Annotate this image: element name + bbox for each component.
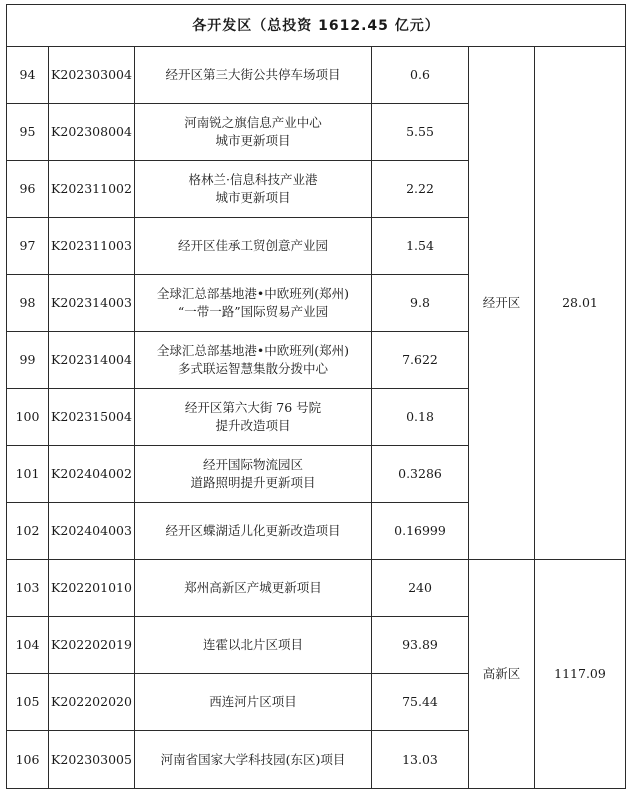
project-name-line: 多式联运智慧集散分拨中心 [177, 361, 328, 376]
project-name-line: 城市更新项目 [215, 190, 291, 205]
investment-amount-cell: 0.18 [372, 389, 469, 446]
investment-amount-cell: 0.3286 [372, 446, 469, 503]
project-name-cell [135, 218, 372, 275]
row-number-cell: 96 [7, 161, 49, 218]
district-cell: 经开区 [469, 47, 535, 560]
row-number-cell: 95 [7, 104, 49, 161]
row-number-cell: 100 [7, 389, 49, 446]
project-name-line: 经开区第三大街公共停车场项目 [165, 67, 341, 82]
project-name-cell [135, 275, 372, 332]
project-code-cell: K202315004 [49, 389, 135, 446]
row-number-cell: 106 [7, 731, 49, 789]
investment-amount-cell: 7.622 [372, 332, 469, 389]
row-number-cell: 98 [7, 275, 49, 332]
project-name-cell [135, 503, 372, 560]
district-cell: 高新区 [469, 560, 535, 789]
investment-amount-cell: 93.89 [372, 617, 469, 674]
project-name-line: 连霍以北片区项目 [202, 637, 303, 652]
district-total-cell: 1117.09 [535, 560, 626, 789]
project-name-cell [135, 104, 372, 161]
investment-amount-cell: 240 [372, 560, 469, 617]
project-code-cell: K202201010 [49, 560, 135, 617]
project-code-cell: K202303004 [49, 47, 135, 104]
row-number-cell: 99 [7, 332, 49, 389]
project-name-line: 经开国际物流园区 [202, 457, 303, 472]
project-name-line: 郑州高新区产城更新项目 [184, 580, 322, 595]
investment-amount-cell: 9.8 [372, 275, 469, 332]
project-name-line: 提升改造项目 [215, 418, 291, 433]
table-title: 各开发区（总投资 1612.45 亿元） [7, 5, 626, 47]
investment-amount-cell: 2.22 [372, 161, 469, 218]
investment-amount-cell: 0.6 [372, 47, 469, 104]
row-number-cell: 97 [7, 218, 49, 275]
district-total-cell: 28.01 [535, 47, 626, 560]
title-row [7, 5, 626, 47]
project-code-cell: K202314003 [49, 275, 135, 332]
project-name-cell [135, 332, 372, 389]
row-number-cell: 103 [7, 560, 49, 617]
investment-table [6, 4, 626, 789]
project-name-cell [135, 389, 372, 446]
row-number-cell: 94 [7, 47, 49, 104]
project-name-line: “一带一路”国际贸易产业园 [177, 304, 329, 319]
table-row [7, 47, 626, 104]
project-name-cell [135, 617, 372, 674]
project-name-cell [135, 161, 372, 218]
project-name-line: 格林兰·信息科技产业港 [188, 172, 318, 187]
row-number-cell: 105 [7, 674, 49, 731]
project-name-cell [135, 674, 372, 731]
investment-amount-cell: 5.55 [372, 104, 469, 161]
project-code-cell: K202303005 [49, 731, 135, 789]
row-number-cell: 102 [7, 503, 49, 560]
project-name-line: 河南省国家大学科技园(东区)项目 [160, 751, 346, 767]
project-name-line: 经开区第六大街 76 号院 [184, 400, 322, 415]
project-name-line: 河南锐之旗信息产业中心 [184, 115, 322, 130]
investment-amount-cell: 1.54 [372, 218, 469, 275]
project-code-cell: K202311003 [49, 218, 135, 275]
project-name-line: 城市更新项目 [215, 133, 291, 148]
project-name-cell [135, 47, 372, 104]
investment-amount-cell: 0.16999 [372, 503, 469, 560]
project-code-cell: K202202019 [49, 617, 135, 674]
project-name-line: 全球汇总部基地港•中欧班列(郑州) [156, 343, 350, 358]
project-code-cell: K202202020 [49, 674, 135, 731]
row-number-cell: 101 [7, 446, 49, 503]
project-code-cell: K202311002 [49, 161, 135, 218]
project-name-line: 全球汇总部基地港•中欧班列(郑州) [156, 286, 350, 301]
project-name-cell [135, 560, 372, 617]
project-code-cell: K202404003 [49, 503, 135, 560]
project-name-line: 经开区蝶湖适儿化更新改造项目 [165, 523, 341, 538]
project-code-cell: K202314004 [49, 332, 135, 389]
table-row [7, 560, 626, 617]
project-name-cell [135, 731, 372, 789]
project-name-cell [135, 446, 372, 503]
table-body [7, 5, 626, 789]
project-name-line: 西连河片区项目 [209, 694, 297, 709]
row-number-cell: 104 [7, 617, 49, 674]
project-code-cell: K202404002 [49, 446, 135, 503]
project-name-line: 经开区佳承工贸创意产业园 [177, 238, 328, 253]
investment-amount-cell: 13.03 [372, 731, 469, 789]
project-code-cell: K202308004 [49, 104, 135, 161]
investment-amount-cell: 75.44 [372, 674, 469, 731]
project-name-line: 道路照明提升更新项目 [190, 475, 316, 490]
